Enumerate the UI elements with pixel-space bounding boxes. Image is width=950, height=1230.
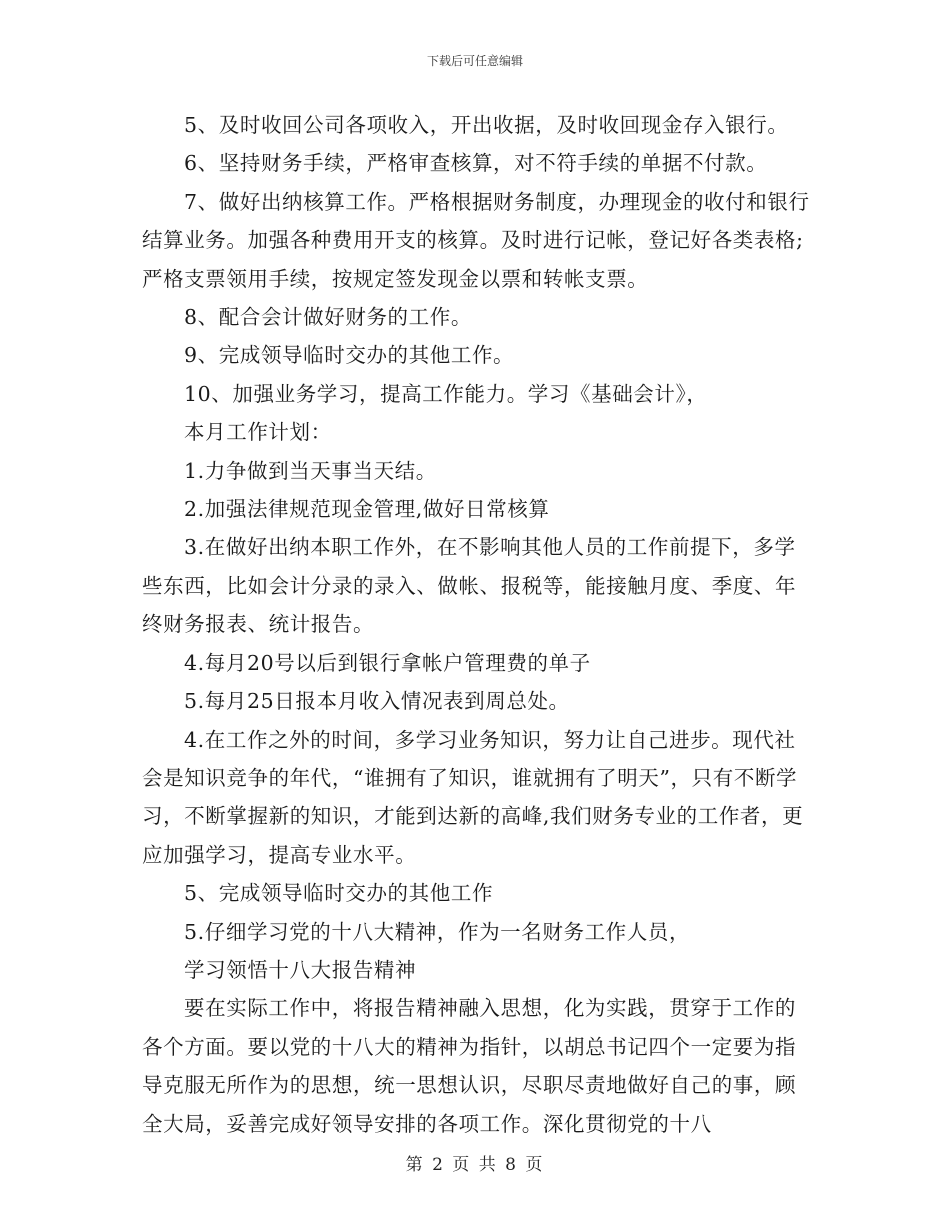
section-heading: 本月工作计划： [184,420,332,445]
document-body [142,106,810,1143]
paragraph: 要在实际工作中，将报告精神融入思想，化为实践，贯穿于工作的各个方面。要以党的十八大的精神为指针，以胡总书记四个一定要为指导克服无所作为的思想，统一思想认识，尽职尽责地做好自己的事，顾全大局，妥善完成好领导安排的各项工作。深化贯彻党的十八 [142,996,797,1136]
paragraph: 2.加强法律规范现金管理,做好日常核算 [184,497,550,522]
paragraph: 7、做好出纳核算工作。严格根据财务制度，办理现金的收付和银行结算业务。加强各种费用开支的核算。及时进行记帐，登记好各类表格;严格支票领用手续，按规定签发现金以票和转帐支票。 [142,189,810,291]
paragraph: 3.在做好出纳本职工作外，在不影响其他人员的工作前提下，多学些东西，比如会计分录的录入、做帐、报税等，能接触月度、季度、年终财务报表、统计报告。 [142,535,797,637]
paragraph: 5.每月25日报本月收入情况表到周总处。 [184,689,570,714]
paragraph: 10、加强业务学习，提高工作能力。学习《基础会计》， [184,381,708,406]
paragraph: 4.每月20号以后到银行拿帐户管理费的单子 [184,650,591,675]
paragraph: 5、完成领导临时交办的其他工作 [184,881,494,906]
page-header-note: 下载后可任意编辑 [426,54,523,68]
paragraph: 6、坚持财务手续，严格审查核算，对不符手续的单据不付款。 [184,151,768,176]
paragraph: 4.在工作之外的时间，多学习业务知识，努力让自己进步。现代社会是知识竞争的年代，“谁拥有了知识，谁就拥有了明天”，只有不断学习，不断掌握新的知识，才能到达新的高峰,我们财务专业的工作者，更应加强学习，提高专业水平。 [142,727,804,867]
paragraph: 8、配合会计做好财务的工作。 [184,305,472,330]
paragraph: 9、完成领导临时交办的其他工作。 [184,343,515,368]
paragraph: 1.力争做到当天事当天结。 [184,458,437,483]
section-heading: 学习领悟十八大报告精神 [184,957,417,982]
paragraph: 5.仔细学习党的十八大精神，作为一名财务工作人员， [184,919,691,944]
page-number-footer: 第 2 页 共 8 页 [405,1155,545,1175]
paragraph: 5、及时收回公司各项收入，开出收据，及时收回现金存入银行。 [184,113,789,137]
